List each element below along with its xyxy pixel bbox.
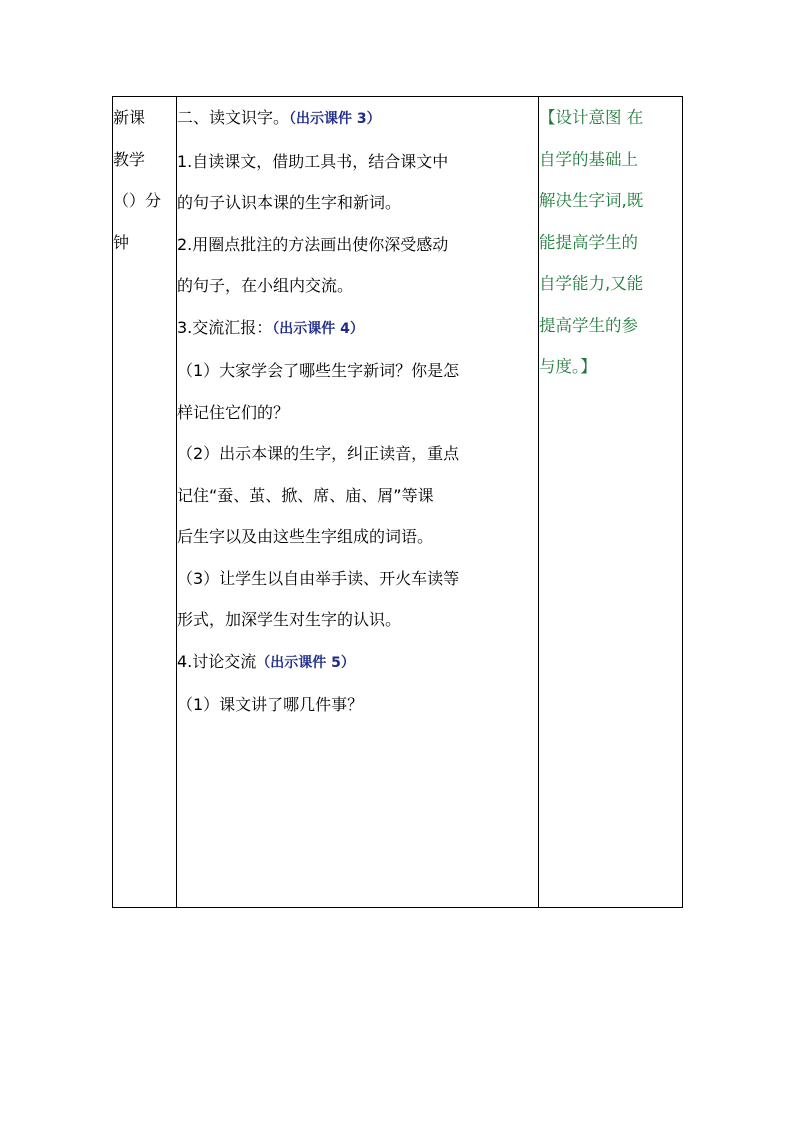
design-intent-cell: [539, 97, 683, 908]
section-label-line: 钟: [113, 232, 130, 252]
item-line: 的句子，在小组内交流。: [177, 276, 354, 295]
design-note-line: 与度。】: [539, 357, 597, 376]
item-line: 2.用圈点批注的方法画出使你深受感动: [177, 234, 449, 254]
design-note-line: 自学的基础上: [539, 149, 638, 169]
item-line: [177, 641, 538, 685]
step-heading: [177, 97, 538, 141]
courseware-ref: （出示课件 5）: [256, 654, 355, 671]
courseware-ref: （出示课件 4）: [272, 320, 364, 337]
subitem-line: （1）大家学会了哪些生字新词？你是怎: [177, 361, 460, 380]
design-note-line: 【设计意图 在: [539, 108, 644, 127]
courseware-ref: （出示课件 3）: [289, 111, 381, 127]
design-note-line: 自学能力,又能: [539, 274, 644, 293]
section-label-line: 新课: [113, 108, 146, 127]
section-label-cell: [113, 97, 177, 908]
subitem-line: （3）让学生以自由举手读、开火车读等: [177, 568, 460, 588]
subitem-line: 形式，加深学生对生字的认识。: [177, 610, 402, 629]
section-label-line: （）分: [113, 191, 162, 210]
section-label-line: 教学: [113, 149, 146, 169]
subitem-line: 记住“蚕、茧、掀、席、庙、屑”等课: [177, 485, 434, 505]
item-line: [177, 307, 538, 351]
design-note-line: 解决生字词,既: [539, 191, 644, 210]
teaching-content-cell: [177, 97, 539, 908]
subitem-line: （1）课文讲了哪几件事？: [177, 695, 364, 714]
step-heading-text: 二、读文识字。: [177, 108, 290, 127]
subitem-line: （2）出示本课的生字，纠正读音，重点: [177, 444, 460, 463]
subitem-line: 样记住它们的？: [177, 402, 290, 422]
item-line: 1.自读课文，借助工具书，结合课文中: [177, 151, 449, 171]
item-text: 4.讨论交流: [177, 651, 257, 671]
lesson-plan-table: [112, 96, 683, 908]
item-text: 3.交流汇报：: [177, 317, 273, 337]
item-line: 的句子认识本课的生字和新词。: [177, 193, 402, 212]
design-note-line: 提高学生的参: [539, 315, 638, 335]
subitem-line: 后生字以及由这些生字组成的词语。: [177, 527, 434, 546]
design-note-line: 能提高学生的: [539, 232, 638, 252]
